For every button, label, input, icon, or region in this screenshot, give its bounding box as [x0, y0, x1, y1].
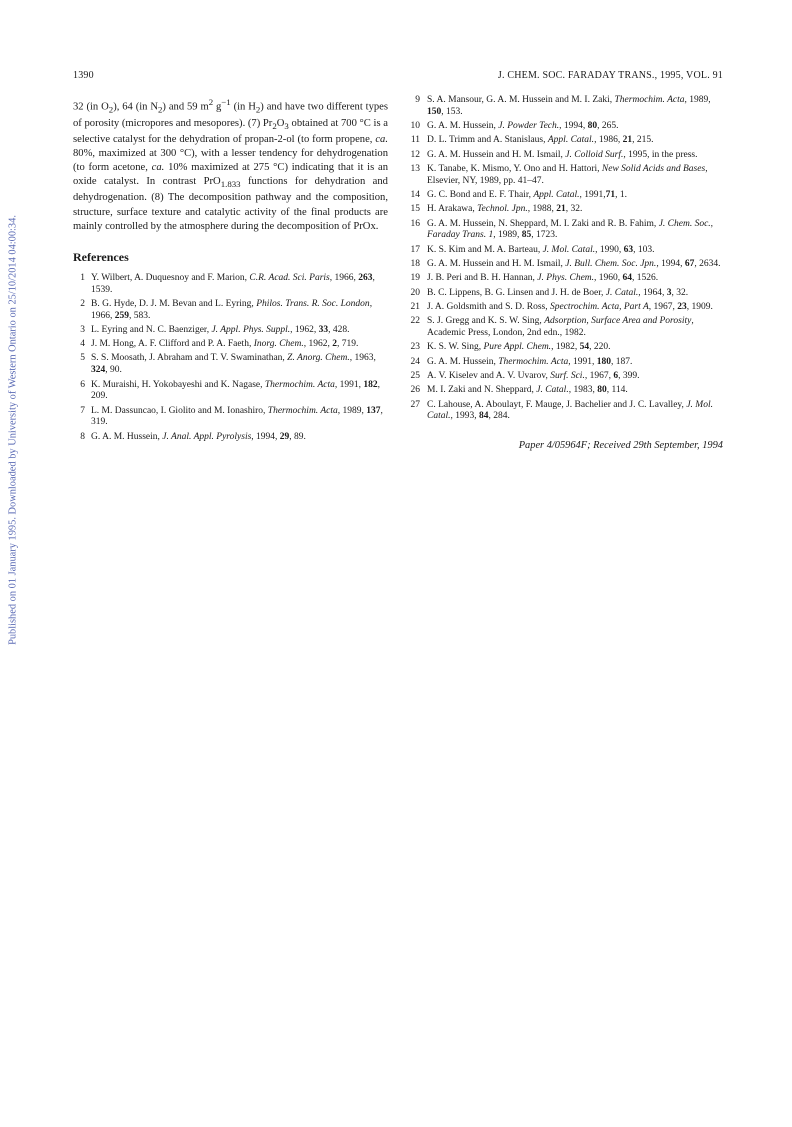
reference-item	[408, 316, 723, 340]
reference-number: 25	[410, 370, 420, 381]
conclusion-paragraph: 32 (in $O_2$), 64 (in $N_2$) and 59 $m^2$ $g^{-1}$ (in $H_2$) and have two different types of porosity (micropores and mesopores). (7) $Pr_2O_3$ obtained at 700 °C is a selective catalyst for the dehydration of propan-2-ol (to form propene, ca. 80%, maximized at 300 °C), with a lesser tendency for dehydrogenation (to form acetone, ca. 10% maximized at 275 °C) indicating that it is an oxide catalyst. In contrast PrO$_{1.833}$ functions for dehydration and dehydrogenation. (8) The decomposition pathway and the composition, structure, surface texture and catalytic activity of the final products are mainly controlled by the atmosphere during the decomposition of PrOx.	[73, 97, 389, 232]
reference-number: 15	[410, 204, 420, 215]
reference-number: 7	[80, 405, 85, 416]
reference-text: H. Arakawa, Technol. Jpn., 1988, 21, 32.	[427, 204, 583, 215]
reference-item	[73, 380, 388, 404]
reference-text: C. Lahouse, A. Aboulayt, F. Mauge, J. Bachelier and J. C. Lavalley, J. Mol. Catal., 1993, 84, 284.	[427, 399, 713, 422]
reference-item	[408, 342, 723, 354]
reference-number: 5	[80, 353, 85, 364]
reference-number: 9	[415, 95, 420, 105]
reference-item	[408, 190, 723, 202]
reference-item	[408, 357, 723, 369]
reference-number: 23	[410, 342, 420, 353]
reference-text: B. G. Hyde, D. J. M. Bevan and L. Eyring, Philos. Trans. R. Soc. London, 1966, 259, 583.	[91, 298, 373, 321]
reference-number: 11	[410, 135, 420, 146]
running-header	[73, 70, 723, 84]
reference-item	[408, 385, 723, 397]
reference-item	[408, 400, 723, 424]
reference-text: G. A. M. Hussein, Thermochim. Acta, 1991, 180, 187.	[427, 356, 633, 367]
reference-number: 22	[410, 316, 420, 327]
reference-text: J. B. Peri and B. H. Hannan, J. Phys. Chem., 1960, 64, 1526.	[427, 273, 659, 284]
reference-item	[408, 135, 723, 147]
reference-number: 27	[410, 399, 420, 410]
reference-text: G. C. Bond and E. F. Thair, Appl. Catal., 1991,71, 1.	[427, 190, 628, 201]
reference-item	[73, 406, 388, 430]
reference-number: 12	[410, 149, 420, 160]
reference-number: 21	[410, 301, 420, 312]
reference-text: J. A. Goldsmith and S. D. Ross, Spectrochim. Acta, Part A, 1967, 23, 1909.	[427, 301, 713, 312]
reference-text: L. Eyring and N. C. Baenziger, J. Appl. Phys. Suppl., 1962, 33, 428.	[91, 324, 350, 335]
reference-item	[408, 150, 723, 162]
references-list-right	[408, 95, 723, 423]
reference-item	[73, 325, 388, 337]
reference-number: 8	[80, 431, 85, 442]
reference-item	[73, 353, 388, 377]
reference-number: 18	[410, 259, 420, 270]
reference-text: S. A. Mansour, G. A. M. Hussein and M. I. Zaki, Thermochim. Acta, 1989, 150, 153.	[427, 95, 711, 117]
reference-number: 24	[410, 356, 420, 367]
reference-item	[73, 299, 388, 323]
download-watermark	[2, 150, 24, 710]
reference-number: 26	[410, 385, 420, 396]
reference-item	[408, 164, 723, 188]
reference-number: 3	[80, 324, 85, 335]
reference-number: 13	[410, 163, 420, 174]
reference-number: 10	[410, 121, 420, 132]
reference-text: G. A. M. Hussein, J. Anal. Appl. Pyrolysis, 1994, 29, 89.	[91, 431, 306, 442]
journal-citation: J. CHEM. SOC. FARADAY TRANS., 1995, VOL. 91	[497, 70, 723, 81]
download-watermark-text: Published on 01 January 1995. Downloaded by University of Western Ontario on 25/10/2014 04:00:34.	[7, 215, 19, 645]
reference-text: M. I. Zaki and N. Sheppard, J. Catal., 1983, 80, 114.	[427, 385, 628, 396]
reference-text: K. Muraishi, H. Yokobayeshi and K. Nagase, Thermochim. Acta, 1991, 182, 209.	[91, 379, 381, 402]
reference-number: 16	[410, 218, 420, 229]
reference-item	[408, 204, 723, 216]
reference-number: 14	[410, 190, 420, 201]
reference-item	[408, 371, 723, 383]
reference-text: G. A. M. Hussein, N. Sheppard, M. I. Zaki and R. B. Fahim, J. Chem. Soc., Faraday Trans. 1, 1989, 85, 1723.	[427, 218, 714, 241]
reference-number: 19	[410, 273, 420, 284]
reference-text: S. J. Gregg and K. S. W. Sing, Adsorption, Surface Area and Porosity, Academic Press, London, 2nd edn., 1982.	[427, 316, 694, 339]
reference-text: D. L. Trimm and A. Stanislaus, Appl. Catal., 1986, 21, 215.	[427, 135, 654, 146]
reference-item	[73, 339, 388, 351]
reference-item	[408, 273, 723, 285]
reference-item	[408, 95, 723, 119]
reference-item	[408, 121, 723, 133]
reference-text: G. A. M. Hussein and H. M. Ismail, J. Colloid Surf., 1995, in the press.	[427, 149, 698, 160]
paper-received-note: Paper 4/05964F; Received 29th September, 1994	[518, 440, 723, 452]
reference-item	[408, 288, 723, 300]
left-column	[73, 95, 388, 446]
reference-text: J. M. Hong, A. F. Clifford and P. A. Faeth, Inorg. Chem., 1962, 2, 719.	[91, 339, 359, 350]
reference-text: B. C. Lippens, B. G. Linsen and J. H. de Boer, J. Catal., 1964, 3, 32.	[427, 287, 689, 298]
references-list-left	[73, 273, 388, 444]
reference-text: Y. Wilbert, A. Duquesnoy and F. Marion, C.R. Acad. Sci. Paris, 1966, 263, 1539.	[91, 272, 375, 295]
reference-text: G. A. M. Hussein and H. M. Ismail, J. Bull. Chem. Soc. Jpn., 1994, 67, 2634.	[427, 259, 721, 270]
right-column	[408, 95, 723, 451]
reference-number: 1	[80, 272, 85, 283]
reference-text: S. S. Moosath, J. Abraham and T. V. Swaminathan, Z. Anorg. Chem., 1963, 324, 90.	[91, 353, 376, 376]
reference-item	[408, 302, 723, 314]
reference-text: L. M. Dassuncao, I. Giolito and M. Ionashiro, Thermochim. Acta, 1989, 137, 319.	[91, 405, 383, 428]
reference-number: 4	[80, 339, 85, 350]
reference-item	[408, 259, 723, 271]
references-heading: References	[73, 249, 129, 264]
reference-text: K. S. Kim and M. A. Barteau, J. Mol. Catal., 1990, 63, 103.	[427, 244, 655, 255]
reference-text: A. V. Kiselev and A. V. Uvarov, Surf. Sci., 1967, 6, 399.	[427, 370, 640, 381]
reference-text: G. A. M. Hussein, J. Powder Tech., 1994, 80, 265.	[427, 121, 619, 132]
reference-text: K. S. W. Sing, Pure Appl. Chem., 1982, 54, 220.	[427, 342, 611, 353]
reference-item	[73, 432, 388, 444]
reference-number: 6	[80, 379, 85, 390]
page-number: 1390	[73, 70, 94, 81]
reference-text: K. Tanabe, K. Mismo, Y. Ono and H. Hattori, New Solid Acids and Bases, Elsevier, NY, 1989, pp. 41–47.	[427, 163, 708, 186]
reference-number: 20	[410, 287, 420, 298]
reference-number: 17	[410, 244, 420, 255]
reference-item	[408, 219, 723, 243]
reference-item	[408, 245, 723, 257]
reference-number: 2	[80, 298, 85, 309]
reference-item	[73, 273, 388, 297]
